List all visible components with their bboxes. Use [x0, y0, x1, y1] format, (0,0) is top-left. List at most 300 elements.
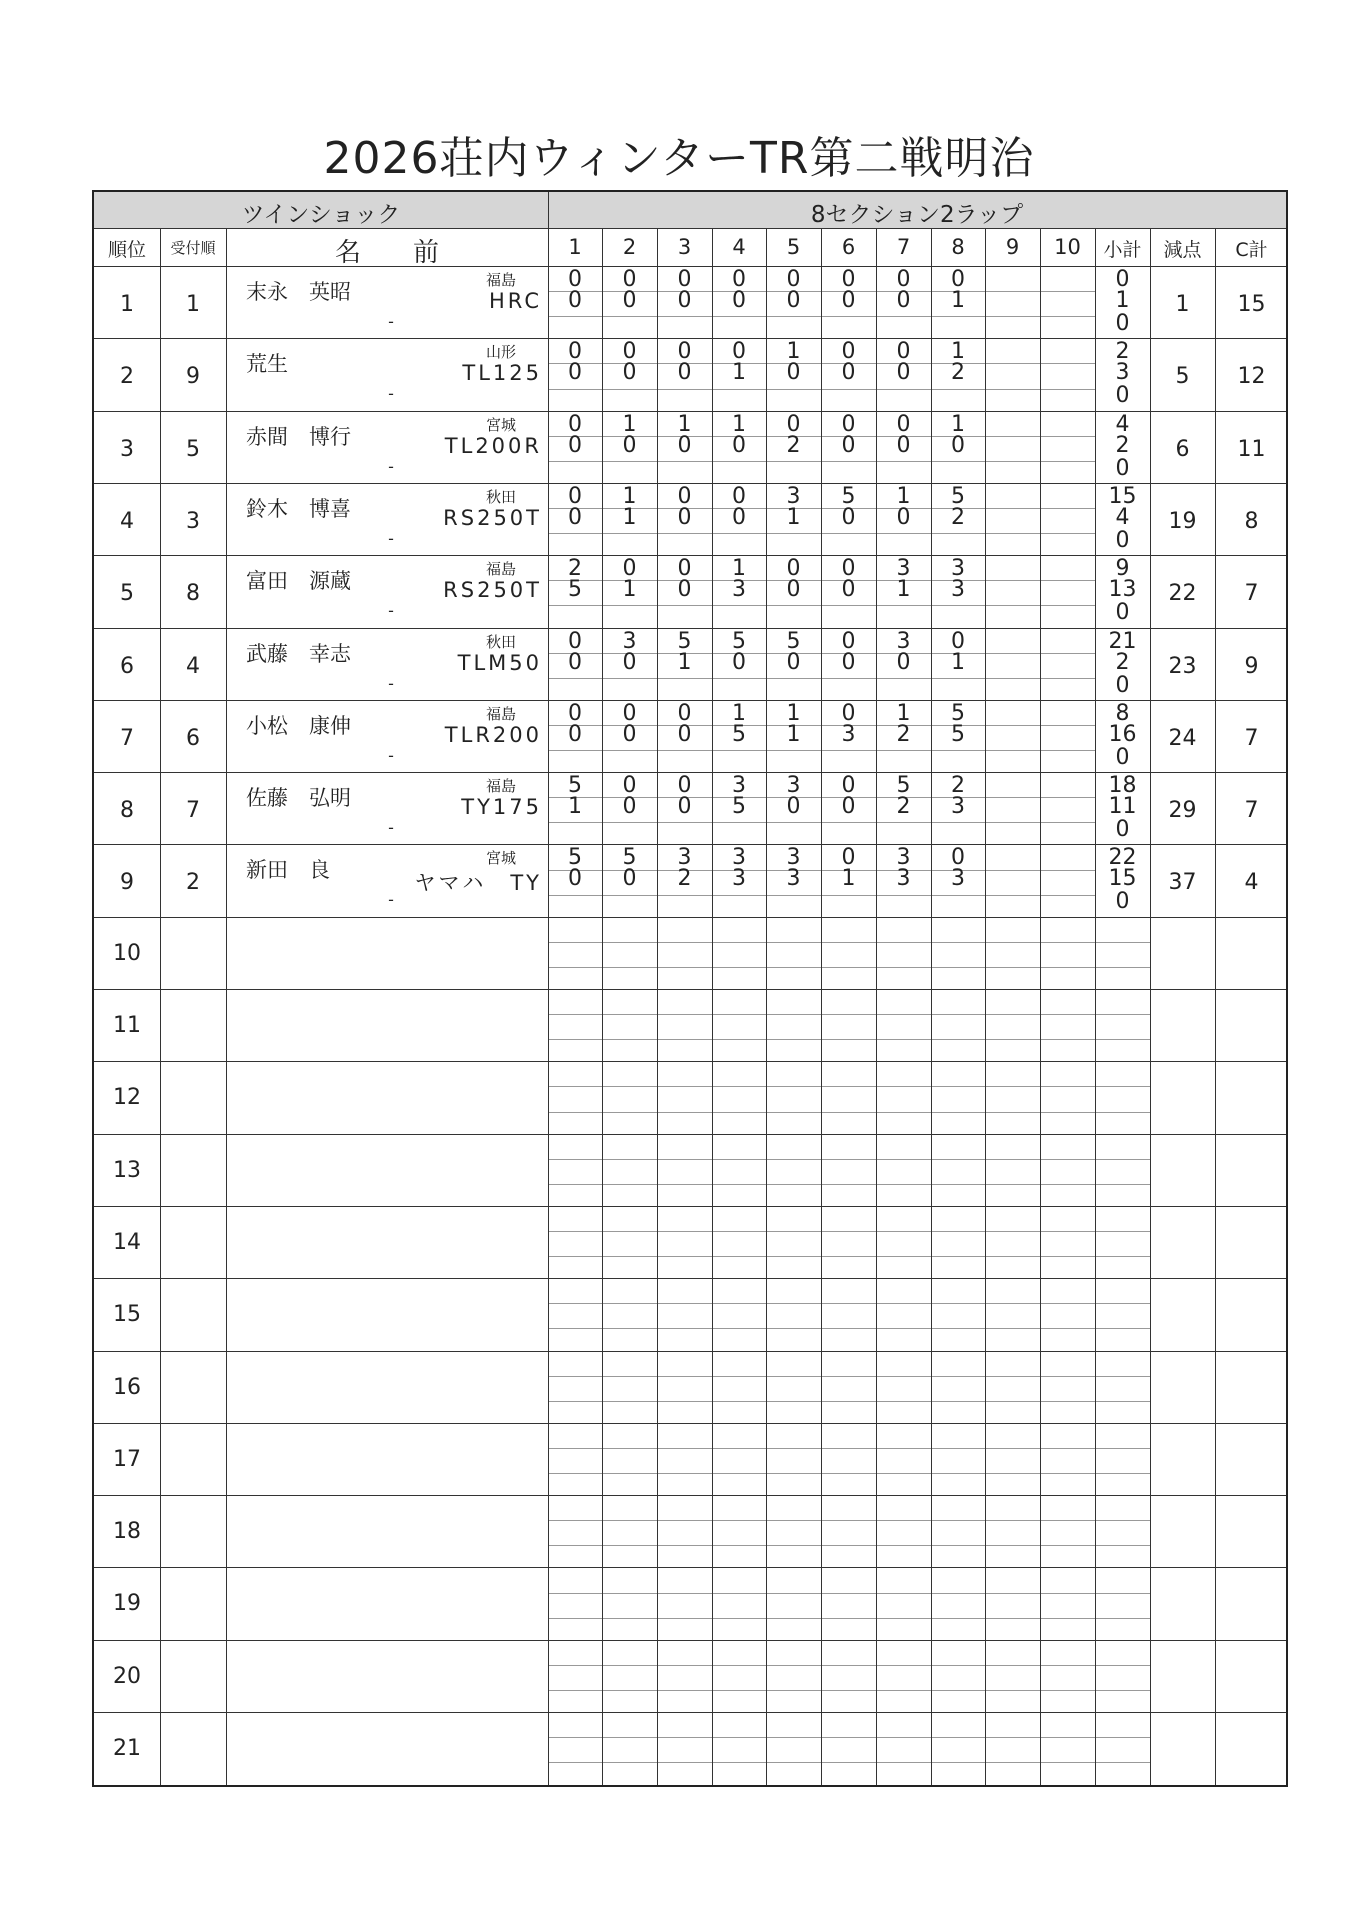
score-subline [1095, 1328, 1150, 1329]
lap2-score: 1 [786, 504, 801, 530]
subtotal-value: 0 [1115, 383, 1130, 409]
lap1-score: 3 [896, 556, 911, 582]
lap1-score: 0 [841, 267, 856, 292]
lap1-score: 0 [677, 339, 692, 365]
row-divider [94, 1423, 1286, 1424]
lap1-score: 0 [896, 339, 911, 365]
lap1-score: 0 [732, 339, 746, 365]
rider-dash: - [388, 528, 394, 548]
lap2-score: 0 [568, 288, 582, 313]
c-total-value: 4 [1244, 870, 1259, 896]
lap1-score: 0 [568, 267, 582, 292]
header-c-total: C計 [1235, 239, 1268, 261]
lap1-score: 0 [677, 773, 692, 799]
lap1-score: 0 [568, 628, 582, 654]
column-divider [931, 228, 932, 1785]
c-total-value: 11 [1237, 436, 1266, 462]
rider-prefecture: 山形 [485, 343, 516, 362]
lap2-score: 1 [841, 866, 856, 892]
lap2-score: 0 [841, 504, 856, 530]
entry-cell: 6 [186, 725, 200, 751]
rider-name: 富田 源蔵 [246, 569, 351, 594]
column-divider [712, 228, 713, 1785]
points-value: 6 [1175, 436, 1190, 462]
score-subline [1095, 967, 1150, 968]
entry-cell: 4 [186, 653, 200, 679]
lap1-score: 0 [622, 700, 637, 726]
lap1-score: 0 [732, 267, 746, 292]
header-subtotal: 小計 [1103, 239, 1142, 261]
entry-cell: 9 [186, 364, 200, 390]
rider-name: 鈴木 博喜 [246, 496, 351, 521]
lap1-score: 0 [841, 628, 856, 654]
header-entry: 受付順 [170, 239, 216, 257]
header-section-5: 5 [786, 235, 801, 259]
rank-cell: 8 [120, 798, 134, 824]
lap1-score: 3 [677, 845, 692, 871]
points-value: 22 [1168, 581, 1197, 607]
lap2-score: 1 [896, 577, 911, 603]
subtotal-value: 2 [1115, 432, 1130, 458]
c-total-value: 7 [1244, 725, 1259, 751]
lap2-score: 2 [786, 432, 801, 458]
score-subline [1095, 1376, 1150, 1377]
rank-cell: 12 [113, 1085, 141, 1111]
score-subline [1095, 1112, 1150, 1113]
rank-cell: 17 [113, 1446, 141, 1472]
lap2-score: 0 [622, 794, 637, 820]
header-section-9: 9 [1005, 235, 1020, 259]
rider-dash: - [388, 601, 394, 621]
lap1-score: 0 [732, 483, 746, 509]
lap2-score: 0 [896, 360, 911, 386]
entry-cell: 1 [186, 292, 200, 317]
rider-dash: - [388, 745, 394, 765]
rider-dash: - [388, 384, 394, 404]
lap2-score: 3 [951, 866, 965, 892]
lap2-score: 0 [732, 649, 746, 675]
subtotal-value: 11 [1108, 794, 1137, 820]
entry-cell: 2 [186, 870, 200, 896]
lap2-score: 0 [951, 432, 965, 458]
lap1-score: 1 [786, 700, 801, 726]
lap2-score: 0 [568, 360, 582, 386]
lap1-score: 3 [896, 628, 911, 654]
column-divider [821, 228, 822, 1785]
lap1-score: 0 [568, 700, 582, 726]
subtotal-value: 4 [1115, 504, 1130, 530]
rank-cell: 14 [113, 1229, 141, 1255]
lap2-score: 2 [677, 866, 692, 892]
rider-bike: RS250T [443, 505, 542, 530]
lap1-score: 5 [732, 628, 746, 654]
rider-prefecture: 福島 [485, 560, 516, 579]
rider-prefecture: 宮城 [485, 415, 516, 434]
lap1-score: 5 [622, 845, 637, 871]
lap1-score: 5 [568, 773, 582, 799]
subtotal-value: 15 [1108, 483, 1137, 509]
lap1-score: 0 [951, 845, 965, 871]
lap1-score: 0 [568, 411, 582, 437]
lap1-score: 0 [622, 339, 637, 365]
rank-cell: 2 [120, 364, 134, 390]
subtotal-value: 0 [1115, 455, 1130, 481]
lap2-score: 0 [568, 432, 582, 458]
lap2-score: 0 [568, 649, 582, 675]
lap1-score: 1 [622, 483, 637, 509]
lap1-score: 5 [677, 628, 692, 654]
lap2-score: 1 [951, 288, 965, 313]
lap2-score: 3 [732, 866, 746, 892]
lap2-score: 0 [896, 504, 911, 530]
rank-cell: 21 [113, 1736, 141, 1761]
lap1-score: 5 [786, 628, 801, 654]
rider-bike: HRC [489, 289, 542, 313]
rider-bike: TL200R [444, 433, 542, 458]
lap1-score: 1 [677, 411, 692, 437]
row-divider [94, 1495, 1286, 1496]
lap2-score: 0 [622, 721, 637, 747]
lap1-score: 5 [841, 483, 856, 509]
lap2-score: 0 [677, 577, 692, 603]
header-section-7: 7 [896, 235, 911, 259]
rider-prefecture: 秋田 [485, 632, 516, 651]
lap2-score: 1 [677, 649, 692, 675]
lap2-score: 3 [896, 866, 911, 892]
lap2-score: 0 [786, 360, 801, 386]
lap2-score: 1 [622, 504, 637, 530]
lap2-score: 0 [732, 504, 746, 530]
score-subline [1095, 1159, 1150, 1160]
subtotal-value: 16 [1108, 721, 1137, 747]
lap2-score: 1 [732, 360, 746, 386]
score-subline [1095, 1618, 1150, 1619]
lap1-score: 2 [951, 773, 965, 799]
rider-bike: TLR200 [444, 722, 542, 747]
lap1-score: 0 [568, 339, 582, 365]
lap2-score: 0 [622, 288, 637, 313]
rider-name: 武藤 幸志 [246, 641, 351, 666]
score-subline [1095, 1231, 1150, 1232]
column-divider [766, 228, 767, 1785]
rider-bike: RS250T [443, 578, 542, 603]
rider-dash: - [388, 312, 394, 331]
column-divider [657, 228, 658, 1785]
entry-cell: 3 [186, 508, 200, 534]
rank-cell: 9 [120, 870, 134, 896]
rider-dash: - [388, 890, 394, 910]
lap2-score: 2 [951, 360, 965, 386]
rank-cell: 3 [120, 436, 134, 462]
lap1-score: 5 [896, 773, 911, 799]
lap1-score: 1 [622, 411, 637, 437]
row-divider [94, 1712, 1286, 1713]
rider-bike: TL125 [462, 361, 542, 386]
subtotal-value: 13 [1108, 577, 1137, 603]
lap1-score: 0 [568, 483, 582, 509]
rider-name: 小松 康伸 [246, 713, 351, 738]
lap2-score: 0 [622, 432, 637, 458]
header-section-4: 4 [732, 235, 746, 259]
score-subline [1095, 1401, 1150, 1402]
lap1-score: 3 [622, 628, 637, 654]
lap2-score: 1 [568, 794, 582, 820]
c-total-value: 7 [1244, 798, 1259, 824]
rider-dash: - [388, 456, 394, 476]
rider-bike: ヤマハ TY [414, 871, 542, 896]
lap1-score: 0 [677, 700, 692, 726]
header-points: 減点 [1163, 239, 1202, 261]
subtotal-value: 1 [1115, 288, 1130, 313]
rider-prefecture: 福島 [485, 777, 516, 796]
results-table [92, 190, 1288, 1787]
rider-bike: TY175 [461, 795, 542, 820]
lap2-score: 5 [951, 721, 965, 747]
header-section-8: 8 [951, 235, 965, 259]
rank-cell: 7 [120, 725, 134, 751]
subtotal-value: 9 [1115, 556, 1130, 582]
subtotal-value: 0 [1115, 311, 1130, 336]
lap2-score: 2 [896, 794, 911, 820]
lap1-score: 0 [951, 628, 965, 654]
subtotal-value: 4 [1115, 411, 1130, 437]
lap1-score: 1 [896, 483, 911, 509]
lap2-score: 0 [568, 866, 582, 892]
score-subline [1095, 1473, 1150, 1474]
row-divider [94, 1640, 1286, 1641]
lap1-score: 0 [841, 700, 856, 726]
lap1-score: 3 [896, 845, 911, 871]
format-label: 8セクション2ラップ [810, 202, 1024, 228]
subtotal-value: 22 [1108, 845, 1137, 871]
lap2-score: 0 [896, 432, 911, 458]
subtotal-value: 0 [1115, 817, 1130, 843]
rank-cell: 18 [113, 1519, 141, 1545]
points-value: 23 [1168, 653, 1197, 679]
lap2-score: 5 [568, 577, 582, 603]
rank-cell: 11 [113, 1013, 141, 1038]
lap1-score: 0 [622, 267, 637, 292]
c-total-value: 7 [1244, 581, 1259, 607]
lap1-score: 1 [786, 339, 801, 365]
lap1-score: 5 [568, 845, 582, 871]
entry-cell: 5 [186, 436, 200, 462]
score-subline [1095, 1737, 1150, 1738]
lap2-score: 0 [568, 504, 582, 530]
lap1-score: 2 [568, 556, 582, 582]
rider-name: 末永 英昭 [246, 280, 351, 304]
lap2-score: 3 [951, 794, 965, 820]
lap2-score: 0 [732, 432, 746, 458]
lap2-score: 0 [896, 288, 911, 313]
lap2-score: 0 [568, 721, 582, 747]
score-subline [1095, 1665, 1150, 1666]
rider-dash: - [388, 673, 394, 693]
rider-name: 荒生 [246, 352, 288, 377]
c-total-value: 12 [1237, 364, 1266, 390]
rider-dash: - [388, 818, 394, 838]
row-divider [94, 1061, 1286, 1062]
lap1-score: 1 [951, 339, 965, 365]
entry-cell: 8 [186, 581, 200, 607]
rider-prefecture: 福島 [485, 271, 516, 289]
score-subline [1095, 1014, 1150, 1015]
c-total-value: 15 [1237, 292, 1266, 317]
lap2-score: 3 [732, 577, 746, 603]
entry-cell: 7 [186, 798, 200, 824]
lap1-score: 0 [896, 267, 911, 292]
lap2-score: 0 [677, 288, 692, 313]
header-section-1: 1 [568, 235, 582, 259]
points-value: 24 [1168, 725, 1197, 751]
lap2-score: 0 [732, 288, 746, 313]
column-divider [1040, 228, 1041, 1785]
lap1-score: 3 [732, 773, 746, 799]
rank-cell: 19 [113, 1591, 141, 1617]
lap2-score: 0 [841, 577, 856, 603]
score-subline [1095, 1520, 1150, 1521]
points-value: 37 [1168, 870, 1197, 896]
row-divider [94, 1567, 1286, 1568]
rank-cell: 4 [120, 508, 134, 534]
column-divider [985, 228, 986, 1785]
subtotal-value: 8 [1115, 700, 1130, 726]
page-title: 2026荘内ウィンターTR第二戦明治 [323, 133, 1035, 184]
score-subline [1095, 1593, 1150, 1594]
rider-prefecture: 福島 [485, 704, 516, 723]
lap2-score: 0 [841, 649, 856, 675]
rider-name: 赤間 博行 [246, 424, 351, 449]
rider-name: 新田 良 [246, 858, 330, 883]
lap2-score: 0 [786, 288, 801, 313]
lap2-score: 0 [841, 360, 856, 386]
row-divider [94, 1278, 1286, 1279]
header-divider [94, 228, 1286, 229]
lap2-score: 1 [951, 649, 965, 675]
lap1-score: 5 [951, 700, 965, 726]
score-subline [1095, 1039, 1150, 1040]
rider-prefecture: 秋田 [485, 487, 516, 506]
subtotal-value: 15 [1108, 866, 1137, 892]
lap1-score: 1 [896, 700, 911, 726]
subtotal-value: 2 [1115, 339, 1130, 365]
lap2-score: 3 [786, 866, 801, 892]
lap2-score: 0 [622, 360, 637, 386]
subtotal-value: 18 [1108, 773, 1137, 799]
row-divider [94, 989, 1286, 990]
column-divider [602, 228, 603, 1785]
lap1-score: 5 [951, 483, 965, 509]
lap1-score: 1 [732, 556, 746, 582]
lap1-score: 0 [677, 267, 692, 292]
lap2-score: 0 [841, 794, 856, 820]
lap1-score: 0 [786, 411, 801, 437]
score-subline [1095, 1545, 1150, 1546]
score-subline [1095, 1256, 1150, 1257]
subtotal-value: 0 [1115, 600, 1130, 626]
rider-name: 佐藤 弘明 [246, 786, 351, 811]
lap2-score: 0 [677, 504, 692, 530]
header-section-2: 2 [622, 235, 637, 259]
points-value: 19 [1168, 508, 1197, 534]
rider-bike: TLM50 [457, 650, 542, 675]
lap2-score: 5 [732, 721, 746, 747]
subtotal-value: 0 [1115, 889, 1130, 915]
lap1-score: 1 [732, 411, 746, 437]
rider-prefecture: 宮城 [485, 849, 516, 868]
lap1-score: 0 [841, 773, 856, 799]
rank-cell: 6 [120, 653, 134, 679]
lap2-score: 2 [951, 504, 965, 530]
subtotal-value: 21 [1108, 628, 1137, 654]
lap2-score: 0 [786, 649, 801, 675]
lap2-score: 0 [677, 360, 692, 386]
lap2-score: 0 [622, 866, 637, 892]
rank-cell: 15 [113, 1302, 141, 1328]
subtotal-value: 0 [1115, 672, 1130, 698]
subtotal-value: 2 [1115, 649, 1130, 675]
lap1-score: 3 [786, 845, 801, 871]
lap2-score: 0 [677, 432, 692, 458]
lap1-score: 3 [951, 556, 965, 582]
lap1-score: 1 [732, 700, 746, 726]
rank-cell: 10 [113, 940, 141, 966]
lap1-score: 0 [841, 411, 856, 437]
lap1-score: 0 [896, 411, 911, 437]
lap2-score: 2 [896, 721, 911, 747]
header-name: 名 前 [334, 238, 439, 268]
lap1-score: 0 [622, 773, 637, 799]
row-divider [94, 1351, 1286, 1352]
score-subline [1095, 1184, 1150, 1185]
header-rank: 順位 [107, 239, 146, 261]
lap2-score: 3 [951, 577, 965, 603]
rank-cell: 13 [113, 1157, 141, 1183]
c-total-value: 8 [1244, 508, 1259, 534]
row-divider [94, 1206, 1286, 1207]
lap2-score: 0 [786, 794, 801, 820]
score-subline [1095, 1448, 1150, 1449]
row-divider [94, 1134, 1286, 1135]
lap2-score: 0 [786, 577, 801, 603]
lap1-score: 0 [786, 267, 801, 292]
subtotal-value: 0 [1115, 267, 1130, 292]
score-subline [1095, 942, 1150, 943]
lap1-score: 0 [841, 556, 856, 582]
lap1-score: 0 [786, 556, 801, 582]
lap2-score: 5 [732, 794, 746, 820]
points-value: 29 [1168, 798, 1197, 824]
subtotal-value: 0 [1115, 744, 1130, 770]
lap1-score: 0 [622, 556, 637, 582]
rank-cell: 1 [120, 292, 134, 317]
header-section-6: 6 [841, 235, 856, 259]
lap1-score: 1 [951, 411, 965, 437]
header-section-10: 10 [1054, 235, 1081, 259]
rank-cell: 20 [113, 1663, 141, 1689]
column-divider [876, 228, 877, 1785]
lap2-score: 0 [841, 432, 856, 458]
lap1-score: 3 [732, 845, 746, 871]
score-subline [1095, 1086, 1150, 1087]
c-total-value: 9 [1244, 653, 1259, 679]
lap1-score: 0 [677, 556, 692, 582]
lap2-score: 1 [786, 721, 801, 747]
rank-cell: 5 [120, 581, 134, 607]
rank-cell: 16 [113, 1374, 141, 1400]
lap2-score: 0 [622, 649, 637, 675]
lap2-score: 0 [677, 721, 692, 747]
